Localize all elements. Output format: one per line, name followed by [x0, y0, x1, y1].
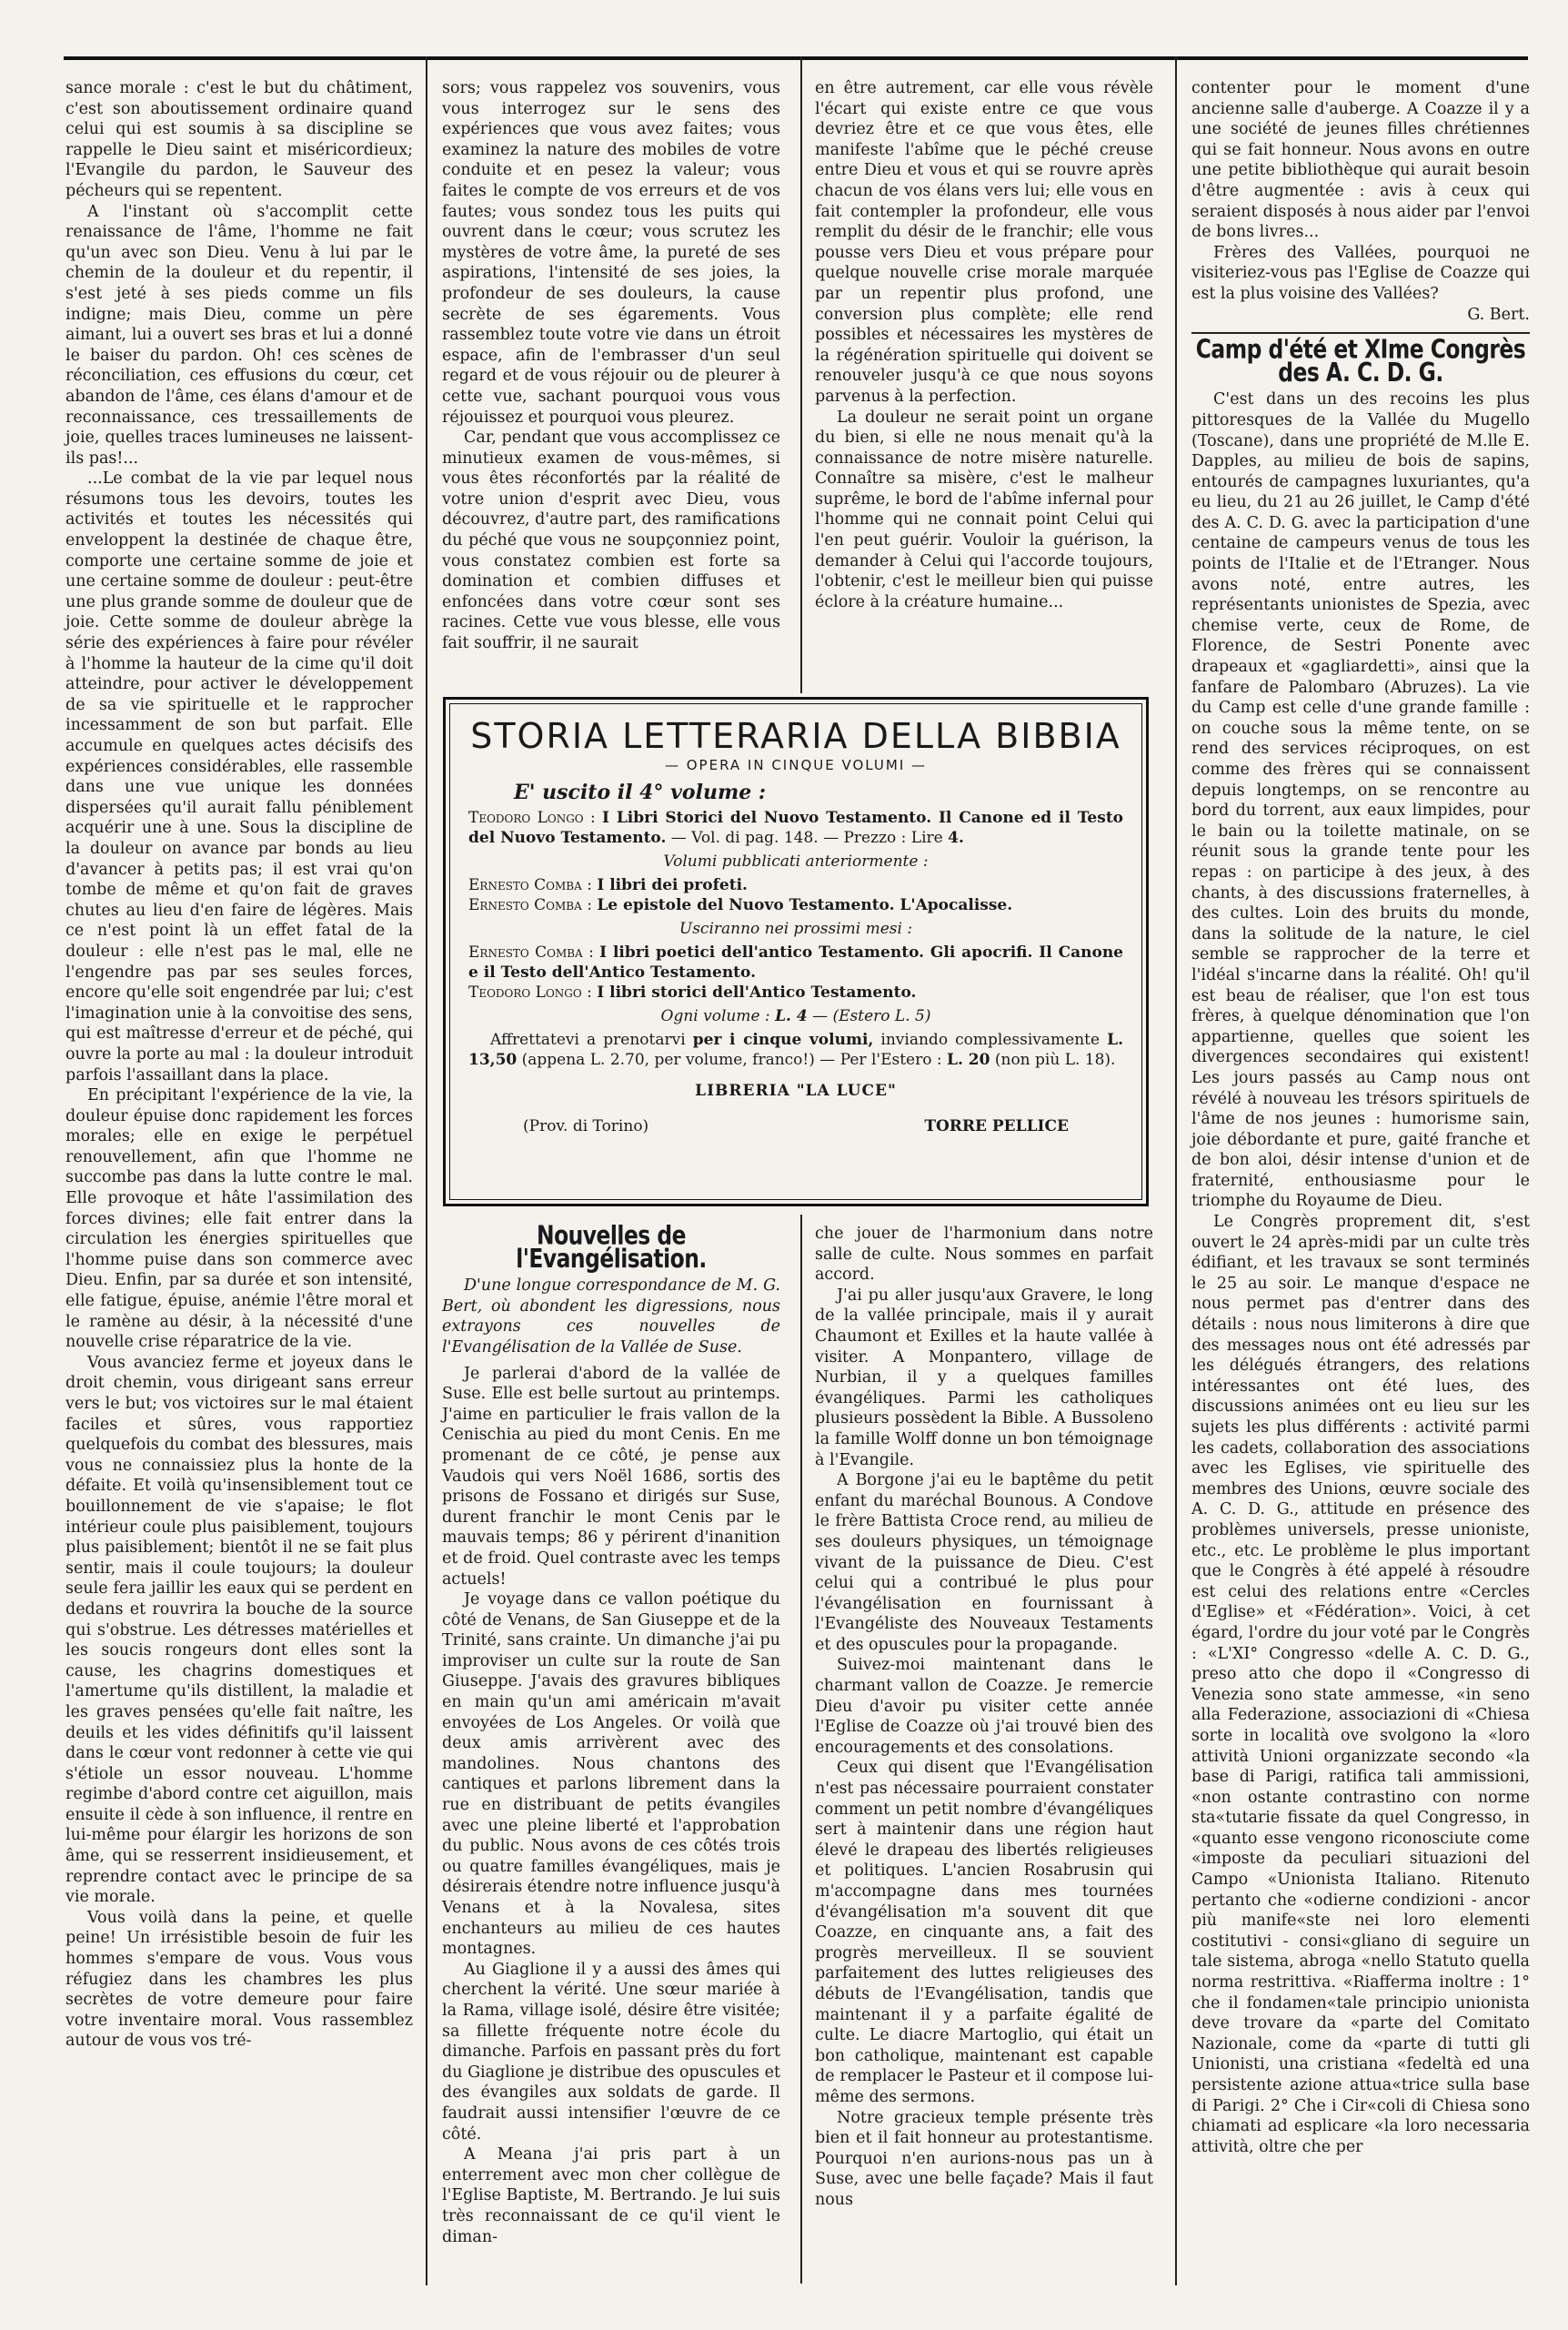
column-3-bottom	[815, 1224, 1153, 2211]
column-4	[1191, 78, 1530, 2157]
section-divider	[1191, 332, 1530, 334]
ad-publisher: LIBRERIA "LA LUCE"	[695, 1082, 897, 1100]
top-rule	[64, 56, 1528, 60]
ad-subtitle: — OPERA IN CINQUE VOLUMI —	[664, 757, 928, 773]
paragraph: Notre gracieux temple présente très bien et il fait honneur au protestantisme. Pourquoi n'en aurions-nous pas un à Suse, avec une belle façade? Mais il faut nous	[815, 2108, 1153, 2209]
paragraph: sors; vous rappelez vos souvenirs, vous vous interrogez sur le sens des expériences que vous avez faites; vous examinez la nature des mobiles de votre conduite et en pesez la valeur; vous faites le compte de vos erreurs et de vos fautes; vous sondez tous les puits qui ouvrent dans le cœur; vous scrutez les mystères de votre âme, la pureté de ses aspirations, l'intensité de ses joies, la profondeur de ses douleurs, la cause secrète de ses égarements. Vous rassemblez toute votre vie dans un étroit espace, afin de l'embrasser d'un seul regard et de vous réjouir ou de pleurer à cette vue, sachant pourquoi vous vous réjouissez et pourquoi vous pleurez.	[442, 79, 780, 427]
paragraph: La douleur ne serait point un organe du bien, si elle ne nous menait qu'à la connaissance de notre misère naturelle. Connaître sa misère, c'est le malheur suprême, le bord de l'abîme infernal pour l'homme qui ne connait point Celui qui l'en peut guérir. Vouloir la guérison, la demander à Celui qui l'accorde toujours, l'obtenir, c'est le meilleur bien qui puisse éclore à la créature humaine...	[815, 408, 1153, 611]
paragraph: Ceux qui disent que l'Evangélisation n'est pas nécessaire pourraient constater comment un petit nombre d'évangéliques sert à maintenir dans une région haut élevé le drapeau des libertés religieuses et politiques. L'ancien Rosabrusin qui m'accompagne dans mes tournées d'évangélisation m'a souvent dit que Coazze, en cinquante ans, a fait des progrès merveilleux. Il se souvient parfaitement des luttes religieuses des débuts de l'Evangélisation, tandis que maintenant il y a parfaite égalité de culte. Le diacre Martoglio, qui était un bon catholique, maintenant est capable de remplacer le Pasteur et il compose lui-même des sermons.	[815, 1759, 1153, 2106]
ad-each-price: Ogni volume : L. 4 — (Estero L. 5)	[660, 1007, 931, 1025]
paragraph: Je voyage dans ce vallon poétique du côté de Venans, de San Giuseppe et de la Trinité, sans crainte. Un dimanche j'ai pu improviser un culte sur la route de San Giuseppe. J'avais des gravures bibliques en main qu'un ami américain m'avait envoyées de Los Angeles. Or voilà que deux amis arrivèrent avec des mandolines. Nous chantons des cantiques et parlons librement dans la rue en distribuant de petits évangiles avec une pleine liberté et l'approbation du public. Nous avons de ces côtés trois ou quatre familles évangéliques, mais je désirerais étendre notre influence jusqu'à Venans et à la Novalesa, sites enchanteurs au milieu de ces hautes montagnes.	[442, 1590, 780, 1959]
article-heading: Nouvelles de l'Evangélisation.	[516, 1221, 707, 1275]
ad-province: (Prov. di Torino)	[523, 1117, 649, 1135]
paragraph: Vous voilà dans la peine, et quelle peine! Un irrésistible besoin de fuir les hommes s'empare de vous. Vous vous réfugiez dans les chambres les plus secrètes de votre demeure pour faire votre inventaire moral. Vous rassemblez autour de vous vos tré-	[65, 1908, 413, 2051]
paragraph: J'ai pu aller jusqu'aux Gravere, le long de la vallée principale, mais il y aurait Chaumont et Exilles et la haute vallée à visiter. A Monpantero, village de Nurbian, il y a quelques familles évangéliques. Parmi les catholiques plusieurs possèdent la Bible. A Bussoleno la famille Wolff donne un bon témoignage à l'Evangile.	[815, 1286, 1153, 1469]
ad-previous-volume: Ernesto Comba : Le epistole del Nuovo Testamento. L'Apocalisse.	[468, 896, 1013, 914]
ad-previous-heading: Volumi pubblicati anteriormente :	[663, 852, 929, 871]
advertisement-box	[443, 697, 1149, 1206]
paragraph: Au Giaglione il y a aussi des âmes qui cherchent la vérité. Une sœur mariée à la Rama, village isolé, désire être visitée; sa fillette fréquente notre école du dimanche. Parfois en passant près du fort du Giaglione je distribue des opuscules et des évangiles aux soldats de garde. Il faudrait aussi intensifier l'œuvre de ce côté.	[442, 1960, 780, 2143]
paragraph: sance morale : c'est le but du châtiment, c'est son aboutissement ordinaire quand celui qui est soumis à sa discipline se rappelle le Dieu saint et miséricordieux; l'Evangile du pardon, le Sauveur des pécheurs qui se repentent.	[65, 79, 413, 200]
paragraph: Je parlerai d'abord de la vallée de Suse. Elle est belle surtout au printemps. J'aime en particulier le frais vallon de la Cenischia au pied du mont Cenis. En me promenant de ce côté, je pense aux Vaudois qui vers Noël 1686, sortis des prisons de Fossano et dirigés sur Suse, durent franchir le mont Cenis par le mauvais temps; 86 y périrent d'inanition et de froid. Quel contraste avec les temps actuels!	[442, 1364, 780, 1589]
ad-city: TORRE PELLICE	[924, 1117, 1069, 1135]
column-divider	[800, 56, 802, 693]
paragraph: Suivez-moi maintenant dans le charmant vallon de Coazze. Je remercie Dieu d'avoir pu visiter cette année l'Eglise de Coazze où j'ai trouvé bien des encouragements et des consolations.	[815, 1656, 1153, 1757]
paragraph: C'est dans un des recoins les plus pittoresques de la Vallée du Mugello (Toscane), dans une propriété de M.lle E. Dapples, au milieu de bois de sapins, entourés de campagnes luxuriantes, qu'a eu lieu, du 21 au 26 juillet, le Camp d'été des A. C. D. G. avec la participation d'une centaine de campeurs venus de tous les points de l'Italie et de l'Etranger. Nous avons noté, entre autres, les représentants unionistes de Spezia, avec chemise verte, ceux de Rome, de Florence, de Sestri Ponente avec drapeaux et «gagliardetti», ainsi que la fanfare de Palombaro (Abruzes). La vie du Camp est celle d'une grande famille : on couche sous la même tente, on se rend des services réciproques, on est comme des frères qui se connaissent depuis longtemps, on se rencontre au bord du torrent, aux eaux limpides, pour le bain ou la toilette matinale, on se réunit sous la grande tente pour les repas : on participe à des jeux, à des chants, à des discussions fraternelles, à des cultes. Loin des bruits du monde, dans la solitude de la nature, le ciel semble se rapprocher de la terre et l'idéal s'incarne dans la réalité. Oh! qu'il est beau de réaliser, que l'on est tous frères, à quelque dénomination que l'on appartienne, quelles que soient les divergences secondaires qui existent! Les jours passés au Camp nous ont révélé à nouveau les trésors spirituels de l'âme de nos jeunes : humorisme sain, joie débordante et pure, gaité franche et de bon aloi, désir intense d'union et de fraternité, enthousiasme pour le triomphe du Royaume de Dieu.	[1191, 390, 1530, 1211]
paragraph: en être autrement, car elle vous révèle l'écart qui existe entre ce que vous devriez être et ce que vous êtes, elle manifeste l'abîme que le péché creuse entre Dieu et vous et qui se rouvre après chacun de vos élans vers lui; elle vous en fait contempler la profondeur, elle vous remplit du désir de le franchir; elle vous pousse vers Dieu et vous prépare pour quelque nouvelle crise morale marquée par un repentir plus profond, une conversion plus complète; elle rend possibles et nécessaires les mystères de la régénération spirituelle qui doivent se renouveler jusqu'à ce que nous soyons parvenus à la perfection.	[815, 79, 1153, 406]
paragraph: A Meana j'ai pris part à un enterrement avec mon cher collègue de l'Eglise Baptiste, M. Bertrando. Je lui suis très reconnaissant de ce qu'il vient le diman-	[442, 2145, 780, 2246]
paragraph: A l'instant où s'accomplit cette renaissance de l'âme, l'homme ne fait qu'un avec son Dieu. Venu à lui par le chemin de la douleur et du repentir, il s'est jeté à ses pieds comme un fils indigne; mais Dieu, comme un père aimant, lui a ouvert ses bras et lui a donné le baiser du pardon. Oh! ces scènes de réconciliation, ces effusions du cœur, cet abandon de l'âme, ces élans d'amour et de reconnaissance, ces tressaillements de joie, quelles traces lumineuses ne laissent-ils pas!...	[65, 202, 413, 468]
article-intro: D'une longue correspondance de M. G. Bert, où abondent les digressions, nous extrayons ces nouvelles de l'Evangélisation de la Vallée de Suse.	[442, 1276, 780, 1357]
ad-title: STORIA LETTERARIA DELLA BIBBIA	[470, 716, 1121, 756]
paragraph: En précipitant l'expérience de la vie, la douleur épuise donc rapidement les forces morales; elle en exige le perpétuel renouvellement, afin que l'homme ne succombe pas dans la lutte contre le mal. Elle provoque et hâte l'assimilation des forces divines; elle fait entrer dans la circulation les énergies spirituelles que l'homme puise dans son commerce avec Dieu. Enfin, par sa durée et son intensité, elle fatigue, épuise, anémie l'être moral et le ramène au désir, à la nécessité d'une nouvelle crise réparatrice de la vie.	[65, 1086, 413, 1352]
ad-offer: Affrettatevi a prenotarvi per i cinque volumi, inviando complessivamente L. 13,50 (appena L. 2.70, per volume, franco!) — Per l'Estero : L. 20 (non più L. 18).	[468, 1031, 1124, 1069]
column-divider	[1175, 56, 1177, 2285]
signature: G. Bert.	[1467, 305, 1530, 324]
paragraph: ...Le combat de la vie par lequel nous résumons tous les devoirs, toutes les activités et toutes les nécessités qui enveloppent la destinée de chaque être, comporte une certaine somme de joie et une certaine somme de douleur : peut-être une plus grande somme de douleur que de joie. Cette somme de douleur abrège la série des expériences à faire pour révéler à l'homme la hauteur de la cime qu'il doit atteindre, pour activer le développement de sa vie spirituelle et le rapprocher incessamment de son but parfait. Elle accumule en quelques actes décisifs des expériences considérables, elle rassemble dans une vue unique les données dispersées qu'il aurait fallu péniblement acquérir une à une. Sous la discipline de la douleur on avance par bonds au lieu d'avancer à petits pas; il est vrai qu'on tombe de même et qu'on fait de graves chutes au lieu d'en faire de légères. Mais ce n'est point là un effet fatal de la douleur : elle n'est pas le mal, elle ne l'engendre pas par ses seules forces, encore qu'elle soit engendrée par lui; c'est l'imagination unie à la convoitise des sens, qui est maîtresse d'erreur et de péché, qui ouvre la porte au mal : la douleur introduit parfois l'assaillant dans la place.	[65, 469, 413, 1084]
ad-current-volume: Teodoro Longo : I Libri Storici del Nuovo Testamento. Il Canone ed il Testo del Nuovo Testamento. — Vol. di pag. 148. — Prezzo : Lire 4.	[468, 809, 1124, 847]
paragraph: Le Congrès proprement dit, s'est ouvert le 24 après-midi par un culte très édifiant, et les travaux se sont terminés le 25 au soir. Le manque d'espace ne nous permet pas d'entrer dans des détails : nous nous limiterons à dire que des messages nous ont été adressés par les délégués étrangers, des relations intéressantes ont été lues, des discussions animées ont eu lieu sur les sujets les plus différents : activité parmi les cadets, collaboration des associations avec les Eglises, vie spirituelle des membres des Unions, œuvre sociale des A. C. D. G., attitude en présence des problèmes universels, presse unioniste, etc., etc. Le problème le plus important que le Congrès à été appelé à résoudre est celui des relations entre «Cercles d'Eglise» et «Fédération». Voici, à cet égard, l'ordre du jour voté par le Congrès : «L'XI° Congresso «delle A. C. D. G., preso atto che dopo il «Congresso di Venezia sono state ammesse, «in seno alla Federazione, associazioni di «Chiesa sorte in località ove svolgono la «loro attività Unioni organizzate secondo «la base di Parigi, ratifica tali ammissioni, «non ostante contrastino con norme sta«tutarie fissate da quel Congresso, in «quanto esse vengono riconosciute come «imposte da peculiari situazioni del Campo «Unionista Italiano. Ritenuto pertanto che «odierne condizioni - ancor più manife«ste nei loro elementi costitutivi - consi«gliano di seguire un tale sistema, abroga «nello Statuto quella norma restrittiva. «Riafferma inoltre : 1° che il fondamen«tale principio unionista deve trovare da «parte del Comitato Nazionale, come da «parte di tutti gli Unionisti, una cristiana «fedeltà ed una persistente azione attua«trice sulla base di Parigi. 2° Che i Cir«coli di Chiesa sono chiamati ad esplicare «la loro necessaria attività, oltre che per	[1191, 1213, 1530, 2156]
paragraph: che jouer de l'harmonium dans notre salle de culte. Nous sommes en parfait accord.	[815, 1225, 1153, 1285]
column-2-top	[442, 78, 780, 654]
column-2-bottom	[442, 1221, 780, 2247]
column-divider	[426, 56, 427, 2285]
column-3-top	[815, 78, 1153, 612]
paragraph: Frères des Vallées, pourquoi ne visiteriez-vous pas l'Eglise de Coazze qui est la plus voisine des Vallées?	[1191, 243, 1530, 303]
paragraph: contenter pour le moment d'une ancienne salle d'auberge. A Coazze il y a une société de jeunes filles chrétiennes qui se fait honneur. Nous avons en outre une petite bibliothèque qui aurait besoin d'être augmentée : avis à ceux qui seraient disposés à nous aider par l'envoi de bons livres...	[1191, 79, 1530, 242]
article-heading: Camp d'été et XIme Congrès des A. C. D. G.	[1195, 335, 1526, 388]
paragraph: Vous avanciez ferme et joyeux dans le droit chemin, vous dirigeant sans erreur vers le but; vos victoires sur le mal étaient faciles et sûres, vous rapportiez quelquefois du combat des blessures, mais vous ne connaissiez plus la honte de la défaite. Et voilà qu'insensiblement tout ce bouillonnement de vie s'apaise; le flot intérieur coule plus paisiblement, toujours plus paisiblement; bientôt il ne se fait plus sentir, mais il coule toujours; la douleur seule fera jaillir les eaux qui se perdent en dedans et rouvrira la bouche de la source qui s'obstrue. Les détresses matérielles et les soucis rongeurs dont elles sont la cause, les chagrins domestiques et l'amertume qu'ils distillent, la maladie et les graves pensées qu'elle fait naître, les deuils et les vides définitifs qu'il laissent dans le cœur vont redonner à cette vie qui s'étiole un essor nouveau. L'homme regimbe d'abord contre cet aiguillon, mais ensuite il cède à son influence, il rentre en lui-même pour élargir les horizons de son âme, qui se resserrent insidieusement, et reprendre contact avec le principe de sa vie morale.	[65, 1353, 413, 1907]
paragraph: A Borgone j'ai eu le baptême du petit enfant du maréchal Bounous. A Condove le frère Battista Croce rend, au milieu de ses douleurs physiques, un témoignage vivant de la puissance de Dieu. C'est celui qui a contribué le plus pour l'évangélisation en fournissant à l'Evangéliste des Nouveaux Testaments et des opuscules pour la propagande.	[815, 1471, 1153, 1654]
column-divider	[800, 1215, 802, 2284]
ad-previous-volume: Ernesto Comba : I libri dei profeti.	[468, 876, 748, 894]
ad-next-volume: Ernesto Comba : I libri poetici dell'antico Testamento. Gli apocrifi. Il Canone e il Testo dell'Antico Testamento.	[468, 943, 1123, 982]
ad-next-heading: Usciranno nei prossimi mesi :	[678, 920, 913, 938]
column-1	[65, 78, 413, 2052]
ad-footer	[468, 1116, 1123, 1136]
ad-announce: E' uscito il 4° volume :	[514, 781, 766, 804]
ad-next-volume: Teodoro Longo : I libri storici dell'Antico Testamento.	[468, 983, 917, 1002]
paragraph: Car, pendant que vous accomplissez ce minutieux examen de vous-mêmes, si vous êtes réconfortés par la réalité de votre union d'esprit avec Dieu, vous découvrez, d'autre part, des ramifications du péché que vous ne soupçonniez point, vous constatez combien est forte sa domination et combien diffuses et enfoncées dans votre cœur sont ses racines. Cette vue vous blesse, elle vous fait souffrir, il ne saurait	[442, 429, 780, 653]
